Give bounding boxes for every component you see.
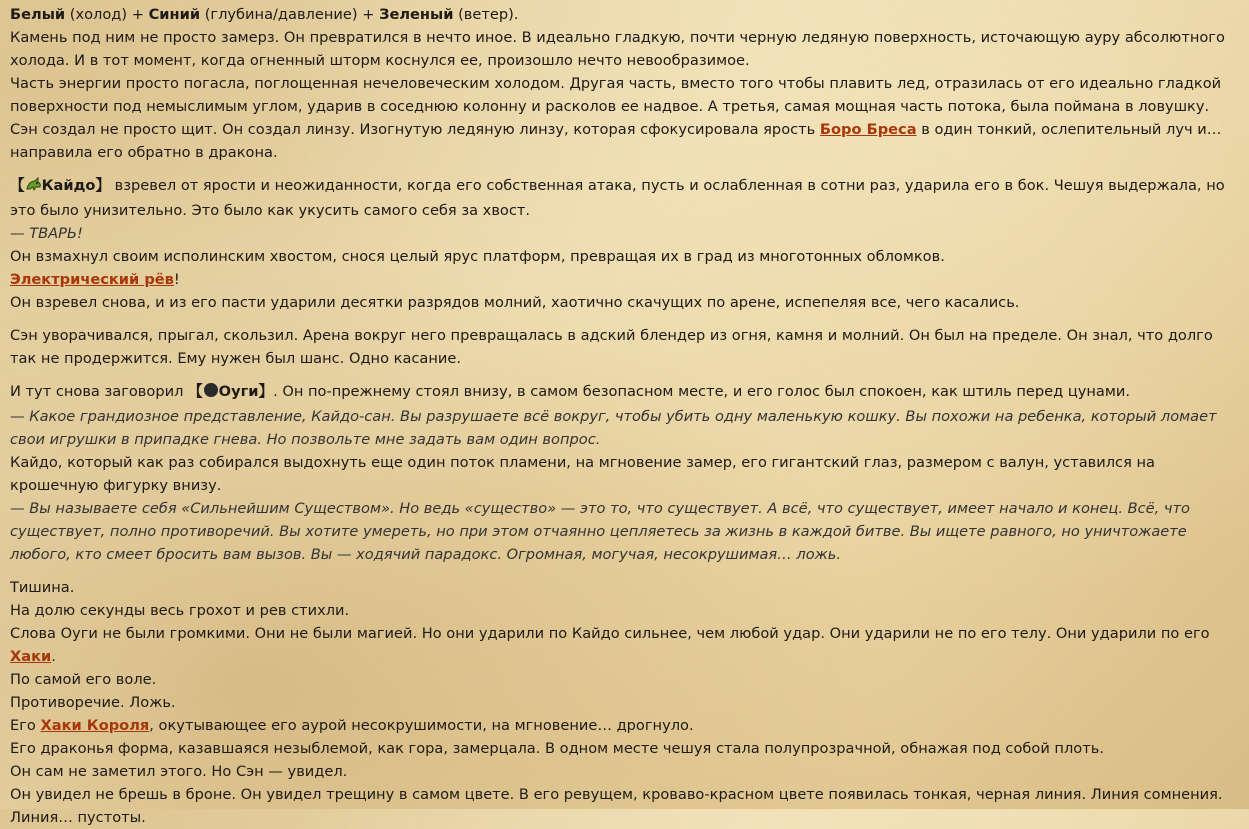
link-electric-roar[interactable]: Электрический рёв (10, 271, 174, 288)
paragraph-kaido-freeze: Кайдо, который как раз собирался выдохнуть еще один поток пламени, на мгновение замер, его гигантский глаз, размером с валун, уставился на крошечную фигурку внизу. (10, 454, 1155, 494)
lens-text: Часть энергии просто погасла, поглощенная нечеловеческим холодом. Другая часть, вместо того чтобы плавить лед, отразилась от его идеально гладкой поверхности под немыслимым углом, ударив в соседнюю колонну и расколов ее надвое. А третья, самая мощная часть потока, была поймана в ловушку. Сэн создал не просто щит. Он создал линзу. Изогнутую ледяную линзу, которая сфокусировала ярость (10, 75, 1222, 138)
story-text (10, 3, 1239, 829)
color-blue-note: (глубина/давление) + (200, 6, 380, 23)
link-haki-king[interactable]: Хаки Короля (40, 717, 150, 734)
paragraph-silence: Тишина. (10, 579, 75, 596)
tag-close: 】 (258, 383, 274, 400)
words-end: . (51, 648, 56, 665)
paragraph-haki-king (10, 714, 1239, 737)
tag-name: Кайдо (41, 177, 96, 194)
character-tag-kaido (10, 177, 110, 194)
character-tag-ougi (188, 383, 273, 400)
color-blue: Синий (148, 6, 201, 23)
paragraph-kaido-rage (10, 174, 1239, 222)
paragraph-crack: Он увидел не брешь в броне. Он увидел трещину в самом цвете. В его ревущем, кроваво-красном цвете появилась тонкая, черная линия. Линия сомнения. Линия… пустоты. (10, 786, 1223, 826)
paragraph-lens (10, 72, 1239, 164)
color-white: Белый (10, 6, 66, 23)
roar-excl: ! (173, 271, 180, 288)
link-boro-bres[interactable]: Боро Бреса (819, 121, 917, 138)
paragraph-tail: Он взмахнул своим исполинским хвостом, снося целый ярус платформ, превращая их в град из многотонных обломков. (10, 248, 945, 265)
paragraph-dodge: Сэн уворачивался, прыгал, скользил. Арена вокруг него превращалась в адский блендер из огня, камня и молний. Он был на пределе. Он знал, что долго так не продержится. Ему нужен был шанс. Одно касание. (10, 327, 1213, 367)
paragraph-ougi-quote-2: — Вы называете себя «Сильнейшим Существом». Но ведь «существо» — это то, что существует. А всё, что существует, имеет начало и конец. Всё, что существует, полно противоречий. Вы хотите умереть, но при этом отчаянно цепляетесь за жизнь в каждой битве. Вы ищете равного, но уничтожаете любого, кто смеет бросить вам вызов. Вы — ходячий парадокс. Огромная, могучая, несокрушимая… ложь. (10, 500, 1190, 563)
kaido-rage-text: взревел от ярости и неожиданности, когда его собственная атака, пусть и ослабленная в сотни раз, ударила его в бок. Чешуя выдержала, но это было унизительно. Это было как укусить самого себя за хвост. (10, 177, 1225, 219)
words-text: Слова Оуги не были громкими. Они не были магией. Но они ударили по Кайдо сильнее, чем любой удар. Они ударили не по его телу. Они ударили по его (10, 625, 1210, 642)
dragon-icon (25, 176, 42, 199)
paragraph-shout: — ТВАРЬ! (10, 225, 83, 242)
color-green-note: (ветер). (453, 6, 519, 23)
color-white-note: (холод) + (65, 6, 149, 23)
paragraph-stone: Камень под ним не просто замерз. Он превратился в нечто иное. В идеально гладкую, почти черную ледяную поверхность, источающую ауру абсолютного холода. И в тот момент, когда огненный шторм коснулся ее, произошло нечто невообразимое. (10, 29, 1225, 69)
paragraph-noise-stop: На долю секунды весь грохот и рев стихли. (10, 602, 350, 619)
color-green: Зеленый (379, 6, 454, 23)
link-haki[interactable]: Хаки (10, 648, 52, 665)
paragraph-roar (10, 268, 1239, 291)
paragraph-ougi-speaks (10, 380, 1239, 405)
tag-close: 】 (95, 177, 111, 194)
paragraph-sen-saw: Он сам не заметил этого. Но Сэн — увидел. (10, 763, 348, 780)
ougi-intro: И тут снова заговорил (10, 383, 189, 400)
haki-king-pre: Его (10, 717, 41, 734)
paragraph-ougi-quote-1: — Какое грандиозное представление, Кайдо-сан. Вы разрушаете всё вокруг, чтобы убить одну маленькую кошку. Вы похожи на ребенка, который ломает свои игрушки в припадке гнева. Но позвольте мне задать вам один вопрос. (10, 408, 1217, 448)
paragraph-will: По самой его воле. (10, 671, 157, 688)
paragraph-dragon-form: Его драконья форма, казавшаяся незыблемой, как гора, замерцала. В одном месте чешуя стала полупрозрачной, обнажая под собой плоть. (10, 740, 1104, 757)
paragraph-colors (10, 3, 1239, 26)
tag-name: Оуги (218, 383, 259, 400)
lens-text-end: в один тонкий, ослепительный луч и… направила его обратно в дракона. (10, 121, 1222, 161)
tag-open: 【 (10, 177, 25, 194)
paragraph-contradiction: Противоречие. Ложь. (10, 694, 176, 711)
tag-open: 【 (188, 383, 203, 400)
black-circle-icon (203, 382, 219, 405)
haki-king-text: , окутывающее его аурой несокрушимости, на мгновение… дрогнуло. (149, 717, 694, 734)
ougi-text: . Он по-прежнему стоял внизу, в самом безопасном месте, и его голос был спокоен, как штиль перед цунами. (273, 383, 1131, 400)
paragraph-lightning: Он взревел снова, и из его пасти ударили десятки разрядов молний, хаотично скачущих по арене, испепеляя все, чего касались. (10, 294, 1020, 311)
paragraph-words (10, 622, 1239, 668)
